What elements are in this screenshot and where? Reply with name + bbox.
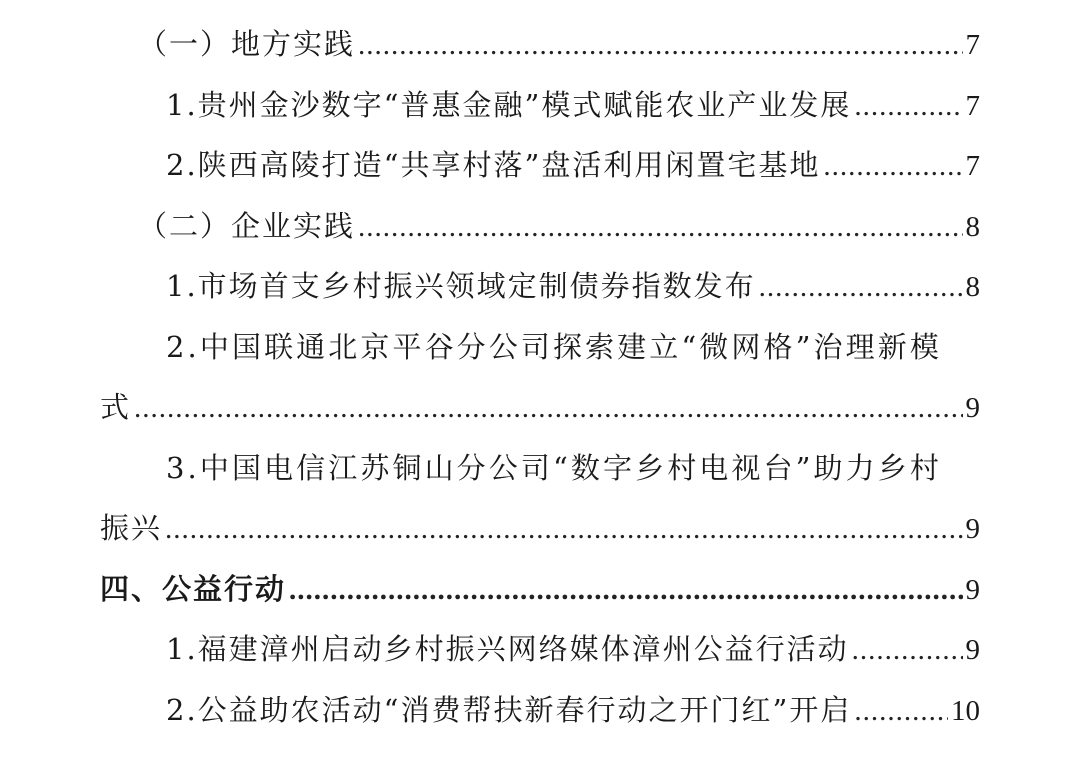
toc-entry-telecom-tongshan-line2[interactable] bbox=[100, 498, 980, 559]
toc-entry-title-continued: 式 bbox=[100, 390, 132, 424]
dot-leader bbox=[289, 560, 962, 621]
dot-leader bbox=[854, 681, 948, 742]
toc-page-number: 9 bbox=[965, 634, 980, 666]
toc-entry-title-continued: 振兴 bbox=[100, 511, 163, 545]
toc-page-number: 8 bbox=[965, 271, 980, 303]
toc-page-number: 7 bbox=[965, 89, 980, 122]
toc-entry-title: 2.公益助农活动“消费帮扶新春行动之开门红”开启 bbox=[166, 692, 852, 727]
toc-page-number: 7 bbox=[965, 150, 980, 182]
toc-entry-bond-index[interactable] bbox=[100, 256, 980, 317]
dot-leader bbox=[823, 136, 962, 197]
toc-entry-unicom-pinggu-line1[interactable] bbox=[100, 317, 980, 378]
toc-page-number: 9 bbox=[965, 513, 980, 545]
toc-page-number: 7 bbox=[965, 29, 980, 61]
toc-section-title: 四、公益行动 bbox=[100, 571, 287, 606]
toc-entry-title: 1.贵州金沙数字“普惠金融”模式赋能农业产业发展 bbox=[166, 87, 852, 122]
toc-entry-public-welfare[interactable] bbox=[100, 559, 980, 620]
toc-entry-shaanxi-gaoling[interactable] bbox=[100, 135, 980, 196]
toc-entry-title: （一）地方实践 bbox=[138, 27, 356, 61]
dot-leader bbox=[854, 76, 962, 137]
dot-leader bbox=[134, 378, 962, 439]
toc-entry-title: 3.中国电信江苏铜山分公司“数字乡村电视台”助力乡村 bbox=[166, 450, 942, 485]
toc-entry-title: （二）企业实践 bbox=[138, 208, 356, 243]
dot-leader bbox=[165, 499, 962, 560]
toc-entry-unicom-pinggu-line2[interactable] bbox=[100, 377, 980, 438]
toc-page-number: 9 bbox=[965, 392, 980, 424]
toc-entry-title: 2.陕西高陵打造“共享村落”盘活利用闲置宅基地 bbox=[166, 148, 821, 182]
toc-entry-title: 1.市场首支乡村振兴领域定制债券指数发布 bbox=[166, 269, 756, 303]
dot-leader bbox=[759, 257, 963, 318]
toc-page-number: 9 bbox=[965, 573, 980, 606]
toc-entry-telecom-tongshan-line1[interactable] bbox=[100, 438, 980, 499]
toc-page-number: 8 bbox=[965, 210, 980, 243]
table-of-contents bbox=[100, 14, 980, 740]
toc-entry-title: 1.福建漳州启动乡村振兴网络媒体漳州公益行活动 bbox=[166, 632, 849, 666]
toc-entry-fujian-zhangzhou[interactable] bbox=[100, 619, 980, 680]
toc-entry-title: 2.中国联通北京平谷分公司探索建立“微网格”治理新模 bbox=[166, 329, 942, 364]
toc-entry-guizhou-jinsha[interactable] bbox=[100, 75, 980, 136]
dot-leader bbox=[852, 620, 963, 681]
toc-entry-enterprise-practice[interactable] bbox=[100, 196, 980, 257]
toc-entry-consumption-assistance[interactable] bbox=[100, 680, 980, 741]
toc-entry-local-practice[interactable] bbox=[100, 14, 980, 75]
toc-page-number: 10 bbox=[951, 694, 980, 727]
dot-leader bbox=[358, 197, 962, 258]
dot-leader bbox=[358, 15, 962, 76]
